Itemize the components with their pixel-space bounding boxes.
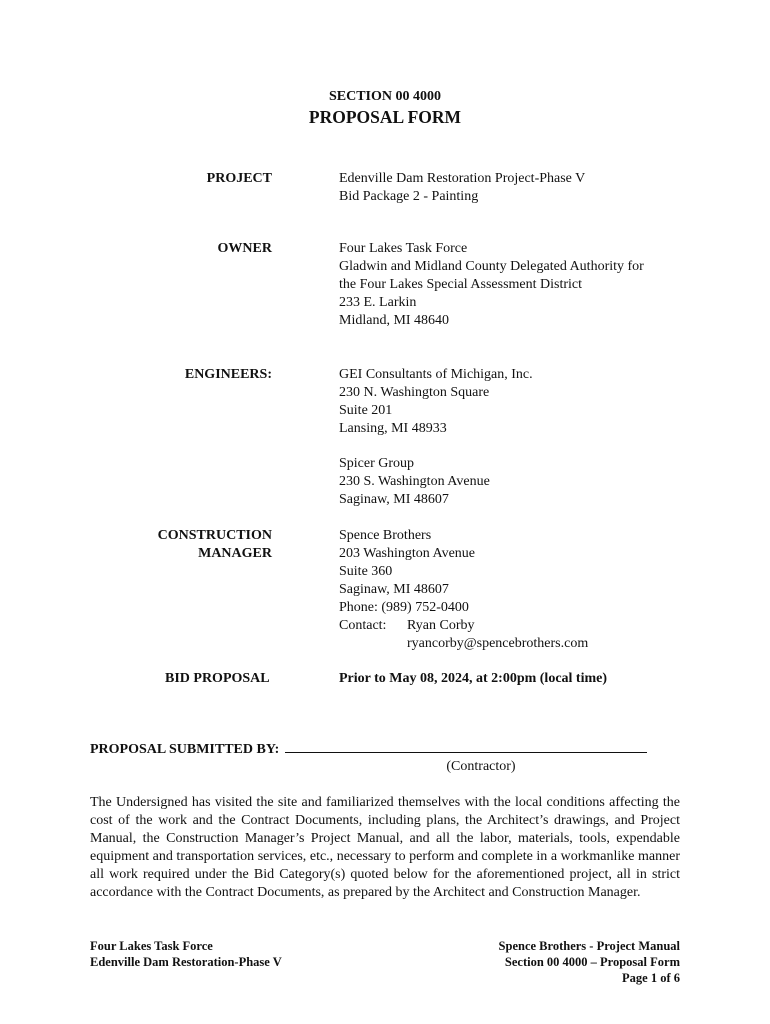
footer-page-number: Page 1 of 6 xyxy=(622,971,680,985)
page-title: PROPOSAL FORM xyxy=(308,107,462,127)
contact-email-row xyxy=(339,635,699,653)
cm-line: Spence Brothers xyxy=(339,528,432,543)
owner-label: OWNER xyxy=(217,241,272,256)
cm-line: Saginaw, MI 48607 xyxy=(339,582,449,597)
contact-name: Ryan Corby xyxy=(407,618,475,633)
cm-line: 203 Washington Avenue xyxy=(339,546,476,561)
owner-line: 233 E. Larkin xyxy=(339,295,417,310)
footer-manual: Spence Brothers - Project Manual xyxy=(498,939,680,953)
footer-right xyxy=(499,938,680,986)
construction-manager-label xyxy=(90,527,272,563)
engineer-line: 230 N. Washington Square xyxy=(339,385,490,400)
cm-line: Phone: (989) 752-0400 xyxy=(339,600,469,615)
cm-label-line: MANAGER xyxy=(198,546,272,561)
proposal-submitted-by xyxy=(90,740,647,758)
body-paragraph: The Undersigned has visited the site and familiarized themselves with the local conditions affecting the cost of the work and the Contract Documents, including plans, the Architect’s drawings, and Project Manual, the Construction Manager’s Project Manual, and all the labor, materials, tools, expendable equipment and transportation services, etc., necessary to perform and complete in a workmanlike manner all work required under the Bid Category(s) quoted below for the aforementioned project, all in strict accordance with the Contract Documents, as prepared by the Architect and Construction Manager. xyxy=(90,795,680,900)
construction-manager-value xyxy=(339,527,699,653)
cm-label-line: CONSTRUCTION xyxy=(157,528,272,543)
footer-owner: Four Lakes Task Force xyxy=(90,939,213,953)
engineers-label: ENGINEERS: xyxy=(184,367,272,382)
engineers-firm2 xyxy=(339,455,699,509)
owner-value xyxy=(339,240,699,330)
footer-project: Edenville Dam Restoration-Phase V xyxy=(90,955,282,969)
contact-email: ryancorby@spencebrothers.com xyxy=(407,636,589,651)
submitted-by-label: PROPOSAL SUBMITTED BY: xyxy=(90,742,280,757)
project-line: Bid Package 2 - Painting xyxy=(339,189,479,204)
engineers-firm1 xyxy=(339,366,699,438)
owner-line: Gladwin and Midland County Delegated Authority for xyxy=(339,259,644,274)
owner-line: Four Lakes Task Force xyxy=(339,241,468,256)
contact-row xyxy=(339,617,699,635)
owner-line: Midland, MI 48640 xyxy=(339,313,450,328)
owner-line: the Four Lakes Special Assessment District xyxy=(339,277,583,292)
footer-left xyxy=(90,938,282,970)
section-number: SECTION 00 4000 xyxy=(328,89,442,104)
engineer-line: GEI Consultants of Michigan, Inc. xyxy=(339,367,533,382)
contractor-caption: (Contractor) xyxy=(446,759,516,774)
project-label: PROJECT xyxy=(206,171,272,186)
engineer-line: Spicer Group xyxy=(339,456,415,471)
engineer-line: 230 S. Washington Avenue xyxy=(339,474,490,489)
project-value xyxy=(339,170,699,206)
bid-proposal-deadline: Prior to May 08, 2024, at 2:00pm (local time) xyxy=(339,671,608,686)
project-line: Edenville Dam Restoration Project-Phase V xyxy=(339,171,586,186)
engineer-line: Lansing, MI 48933 xyxy=(339,421,447,436)
engineer-line: Suite 201 xyxy=(339,403,393,418)
footer-section: Section 00 4000 – Proposal Form xyxy=(504,955,680,969)
engineer-line: Saginaw, MI 48607 xyxy=(339,492,449,507)
bid-proposal-label: BID PROPOSAL xyxy=(165,671,270,686)
cm-line: Suite 360 xyxy=(339,564,393,579)
contact-label: Contact: xyxy=(339,618,387,633)
contractor-signature-line[interactable] xyxy=(285,740,647,753)
